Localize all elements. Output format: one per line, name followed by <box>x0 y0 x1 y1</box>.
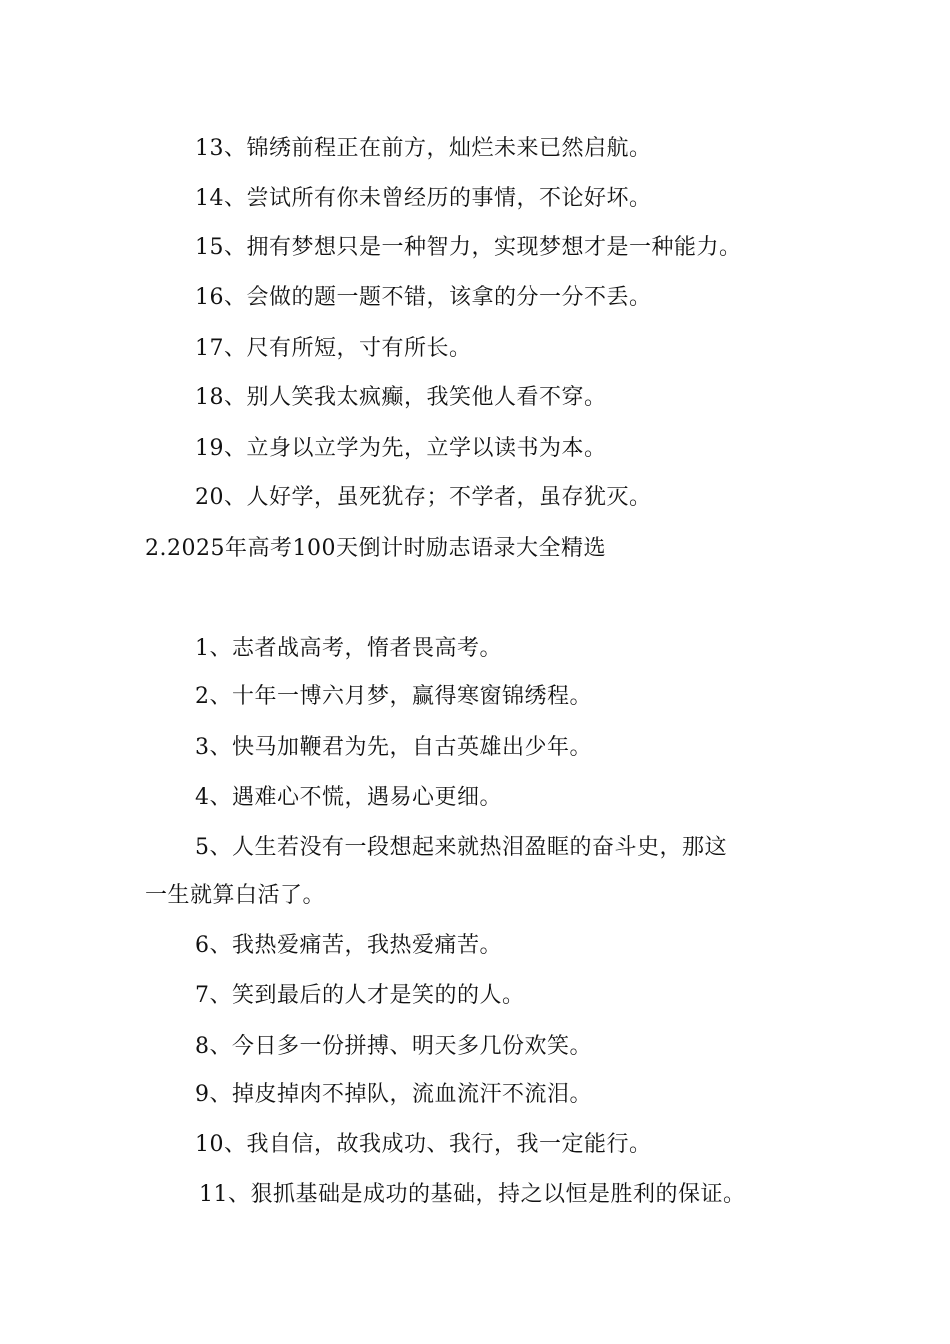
section-heading: 2.2025年高考100天倒计时励志语录大全精选 <box>145 536 606 561</box>
quote-line: 6、我热爱痛苦，我热爱痛苦。 <box>195 933 502 958</box>
quote-line: 13、锦绣前程正在前方，灿烂未来已然启航。 <box>195 136 652 161</box>
quote-line: 16、会做的题一题不错，该拿的分一分不丢。 <box>195 285 652 310</box>
quote-line: 9、掉皮掉肉不掉队，流血流汗不流泪。 <box>195 1082 592 1107</box>
quote-line: 3、快马加鞭君为先，自古英雄出少年。 <box>195 735 592 760</box>
quote-line: 8、今日多一份拼搏、明天多几份欢笑。 <box>195 1034 592 1059</box>
quote-line: 2、十年一博六月梦，赢得寒窗锦绣程。 <box>195 684 592 709</box>
quote-line: 14、尝试所有你未曾经历的事情，不论好坏。 <box>195 186 652 211</box>
quote-line: 18、别人笑我太疯癫，我笑他人看不穿。 <box>195 385 607 410</box>
quote-line: 19、立身以立学为先，立学以读书为本。 <box>195 436 607 461</box>
quote-line: 17、尺有所短，寸有所长。 <box>195 336 472 361</box>
quote-line: 10、我自信，故我成功、我行，我一定能行。 <box>195 1132 652 1157</box>
quote-line: 15、拥有梦想只是一种智力，实现梦想才是一种能力。 <box>195 235 742 260</box>
quote-line: 1、志者战高考，惰者畏高考。 <box>195 636 502 661</box>
quote-line: 4、遇难心不慌，遇易心更细。 <box>195 785 502 810</box>
quote-line: 11、狠抓基础是成功的基础，持之以恒是胜利的保证。 <box>199 1182 746 1207</box>
quote-line: 7、笑到最后的人才是笑的的人。 <box>195 983 525 1008</box>
quote-line: 20、人好学，虽死犹存；不学者，虽存犹灭。 <box>195 485 652 510</box>
quote-line: 5、人生若没有一段想起来就热泪盈眶的奋斗史，那这 <box>195 835 727 860</box>
quote-line-continuation: 一生就算白活了。 <box>145 883 326 908</box>
